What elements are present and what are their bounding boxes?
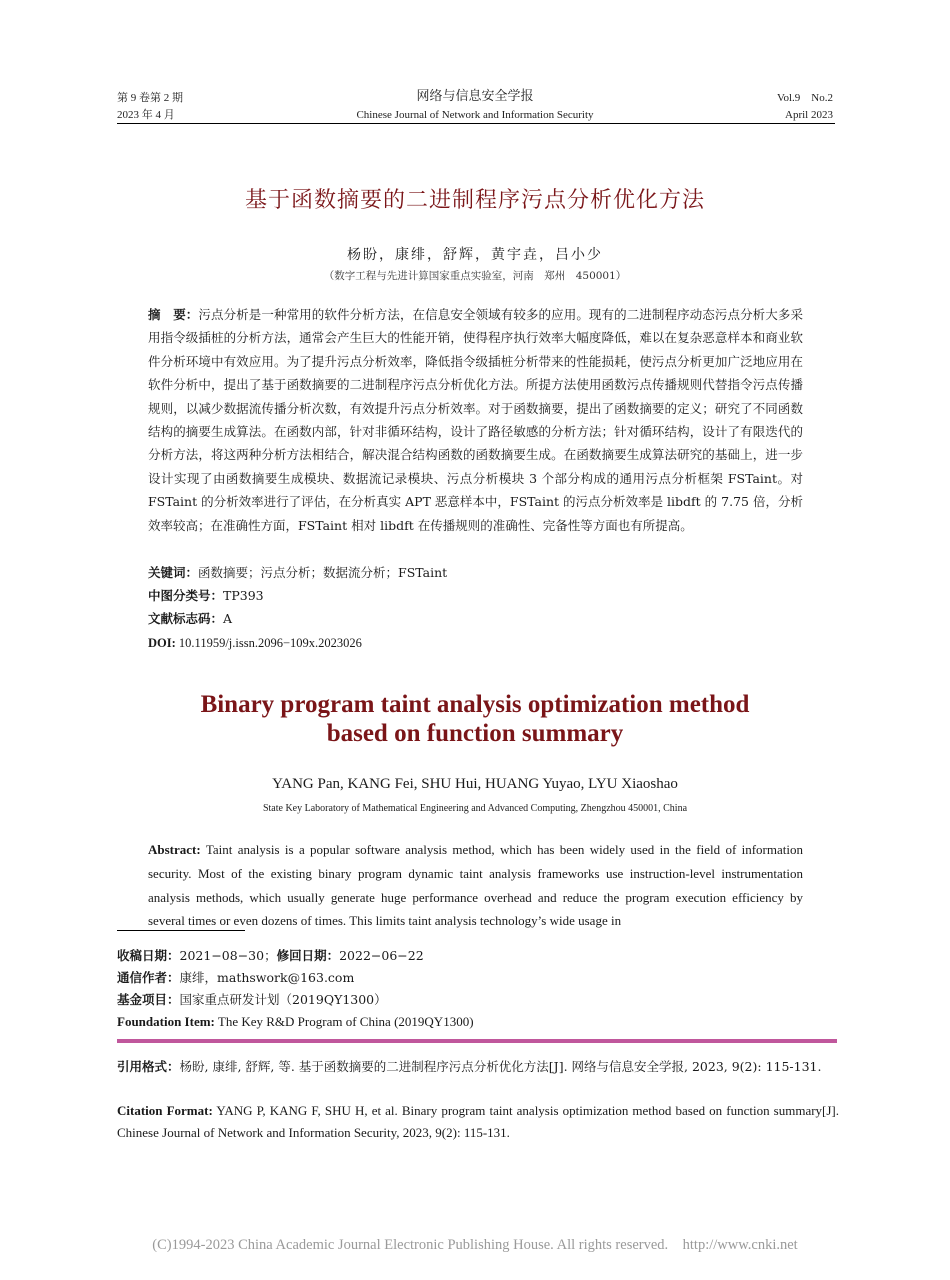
paper-title-en-line1: Binary program taint analysis optimization method: [200, 691, 750, 718]
fund-en-text: The Key R&D Program of China (2019QY1300): [214, 1014, 474, 1029]
abstract-en-label: Abstract:: [148, 842, 201, 857]
volume-number-en: Vol.9 No.2: [776, 92, 833, 104]
affiliation-en: State Key Laboratory of Mathematical Engineering and Advanced Computing, Zhengzhou 450001, China: [262, 803, 688, 814]
paper-title-en-line2: based on function summary: [326, 720, 624, 747]
volume-issue: 第 9 卷第 2 期: [117, 92, 183, 104]
authors-cn: 杨盼，康绯，舒辉，黄宇垚，吕小少: [347, 247, 603, 263]
keywords-label: 关键词：: [148, 565, 199, 580]
citation-en-label: Citation Format:: [117, 1103, 213, 1118]
document-code: [148, 609, 232, 629]
fund-text: 国家重点研发计划（2019QY1300）: [179, 992, 387, 1007]
doi: [148, 633, 362, 653]
received-label: 收稿日期：: [117, 948, 180, 963]
doc-code-label: 文献标志码：: [148, 611, 224, 626]
abstract-en: [148, 838, 803, 934]
journal-name-cn: 网络与信息安全学报: [416, 89, 534, 104]
corresponding-author: [117, 968, 354, 988]
doc-code-text: A: [223, 611, 233, 626]
footnote-rule: [117, 930, 245, 931]
copyright-notice: (C)1994-2023 China Academic Journal Electronic Publishing House. All rights reserved. http://www.cnki.net: [152, 1237, 798, 1253]
citation-cn: [117, 1056, 839, 1078]
clc-number: [148, 586, 264, 606]
citation-en-text: YANG P, KANG F, SHU H, et al. Binary program taint analysis optimization method based on function summary[J]. Chinese Journal of Network and Information Security, 2023, 9(2): 115-131.: [117, 1103, 840, 1140]
doi-text: 10.11959/j.issn.2096−109x.2023026: [175, 636, 362, 650]
publication-date: 2023 年 4 月: [117, 109, 175, 121]
journal-name-en: Chinese Journal of Network and Information Security: [356, 109, 594, 121]
date-en: April 2023: [785, 109, 833, 121]
fund-label: 基金项目：: [117, 992, 180, 1007]
authors-en: YANG Pan, KANG Fei, SHU Hui, HUANG Yuyao, LYU Xiaoshao: [272, 776, 678, 792]
abstract-en-text: Taint analysis is a popular software analysis method, which has been widely used in the field of information security. Most of the existing binary program dynamic taint analysis frameworks use instruction-level instrumentation analysis methods, which usually generate huge performance overhead and reduce the program execution efficiency by several times or even dozens of times. This limits taint analysis technology’s wide usage in: [148, 842, 803, 929]
clc-label: 中图分类号：: [148, 588, 224, 603]
citation-cn-text: 杨盼, 康绯, 舒辉, 等. 基于函数摘要的二进制程序污点分析优化方法[J]. 网络与信息安全学报, 2023, 9(2): 115-131.: [179, 1059, 822, 1074]
citation-en: [117, 1100, 839, 1144]
abstract-cn-text: 污点分析是一种常用的软件分析方法，在信息安全领域有较多的应用。现有的二进制程序动态污点分析大多采用指令级插桩的分析方法，通常会产生巨大的性能开销，使得程序执行效率大幅度降低，难以在复杂恶意样本和商业软件分析环境中有效应用。为了提升污点分析效率，降低指令级插桩分析带来的性能损耗，使污点分析更加广泛地应用在软件分析中，提出了基于函数摘要的二进制程序污点分析优化方法。所提方法使用函数污点传播规则代替指令污点传播规则，以减少数据流传播分析次数，有效提升污点分析效率。对于函数摘要，提出了函数摘要的定义；研究了不同函数结构的摘要生成算法。在函数内部，针对非循环结构，设计了路径敏感的分析方法；针对循环结构，设计了有限迭代的分析方法，将这两种分析方法相结合，解决混合结构函数的函数摘要生成。在函数摘要生成算法研究的基础上，进一步设计实现了由函数摘要生成模块、数据流记录模块、污点分析模块 3 个部分构成的通用污点分析框架 FSTaint。对 FSTaint 的分析效率进行了评估，在分析真实 APT 恶意样本中，FSTaint 的污点分析效率是 libdft 的 7.75 倍，分析效率较高；在准确性方面，FSTaint 相对 libdft 在传播规则的准确性、完备性等方面也有所提高。: [148, 307, 803, 533]
citation-cn-label: 引用格式：: [117, 1059, 180, 1074]
paper-title-cn: 基于函数摘要的二进制程序污点分析优化方法: [244, 188, 705, 213]
abstract-cn: [148, 303, 803, 537]
keywords-cn: [148, 563, 447, 583]
affiliation-cn: （数字工程与先进计算国家重点实验室，河南 郑州 450001）: [323, 270, 627, 282]
fund-item-en: [117, 1012, 474, 1032]
revised-text: 2022−06−22: [339, 948, 424, 963]
header-rule: [117, 123, 835, 124]
citation-divider: [117, 1039, 837, 1043]
revised-label: 修回日期：: [276, 948, 340, 963]
received-date: [117, 946, 424, 966]
corr-label: 通信作者：: [117, 970, 180, 985]
fund-item-cn: [117, 990, 387, 1010]
doi-label: DOI:: [148, 636, 176, 650]
clc-text: TP393: [223, 588, 264, 603]
keywords-text: 函数摘要；污点分析；数据流分析；FSTaint: [198, 565, 448, 580]
fund-en-label: Foundation Item:: [117, 1014, 215, 1029]
received-text: 2021−08−30；: [179, 948, 277, 963]
corr-text: 康绯，mathswork@163.com: [179, 970, 355, 985]
abstract-cn-label: 摘 要：: [148, 307, 199, 322]
paper-title-en: [0, 690, 950, 748]
